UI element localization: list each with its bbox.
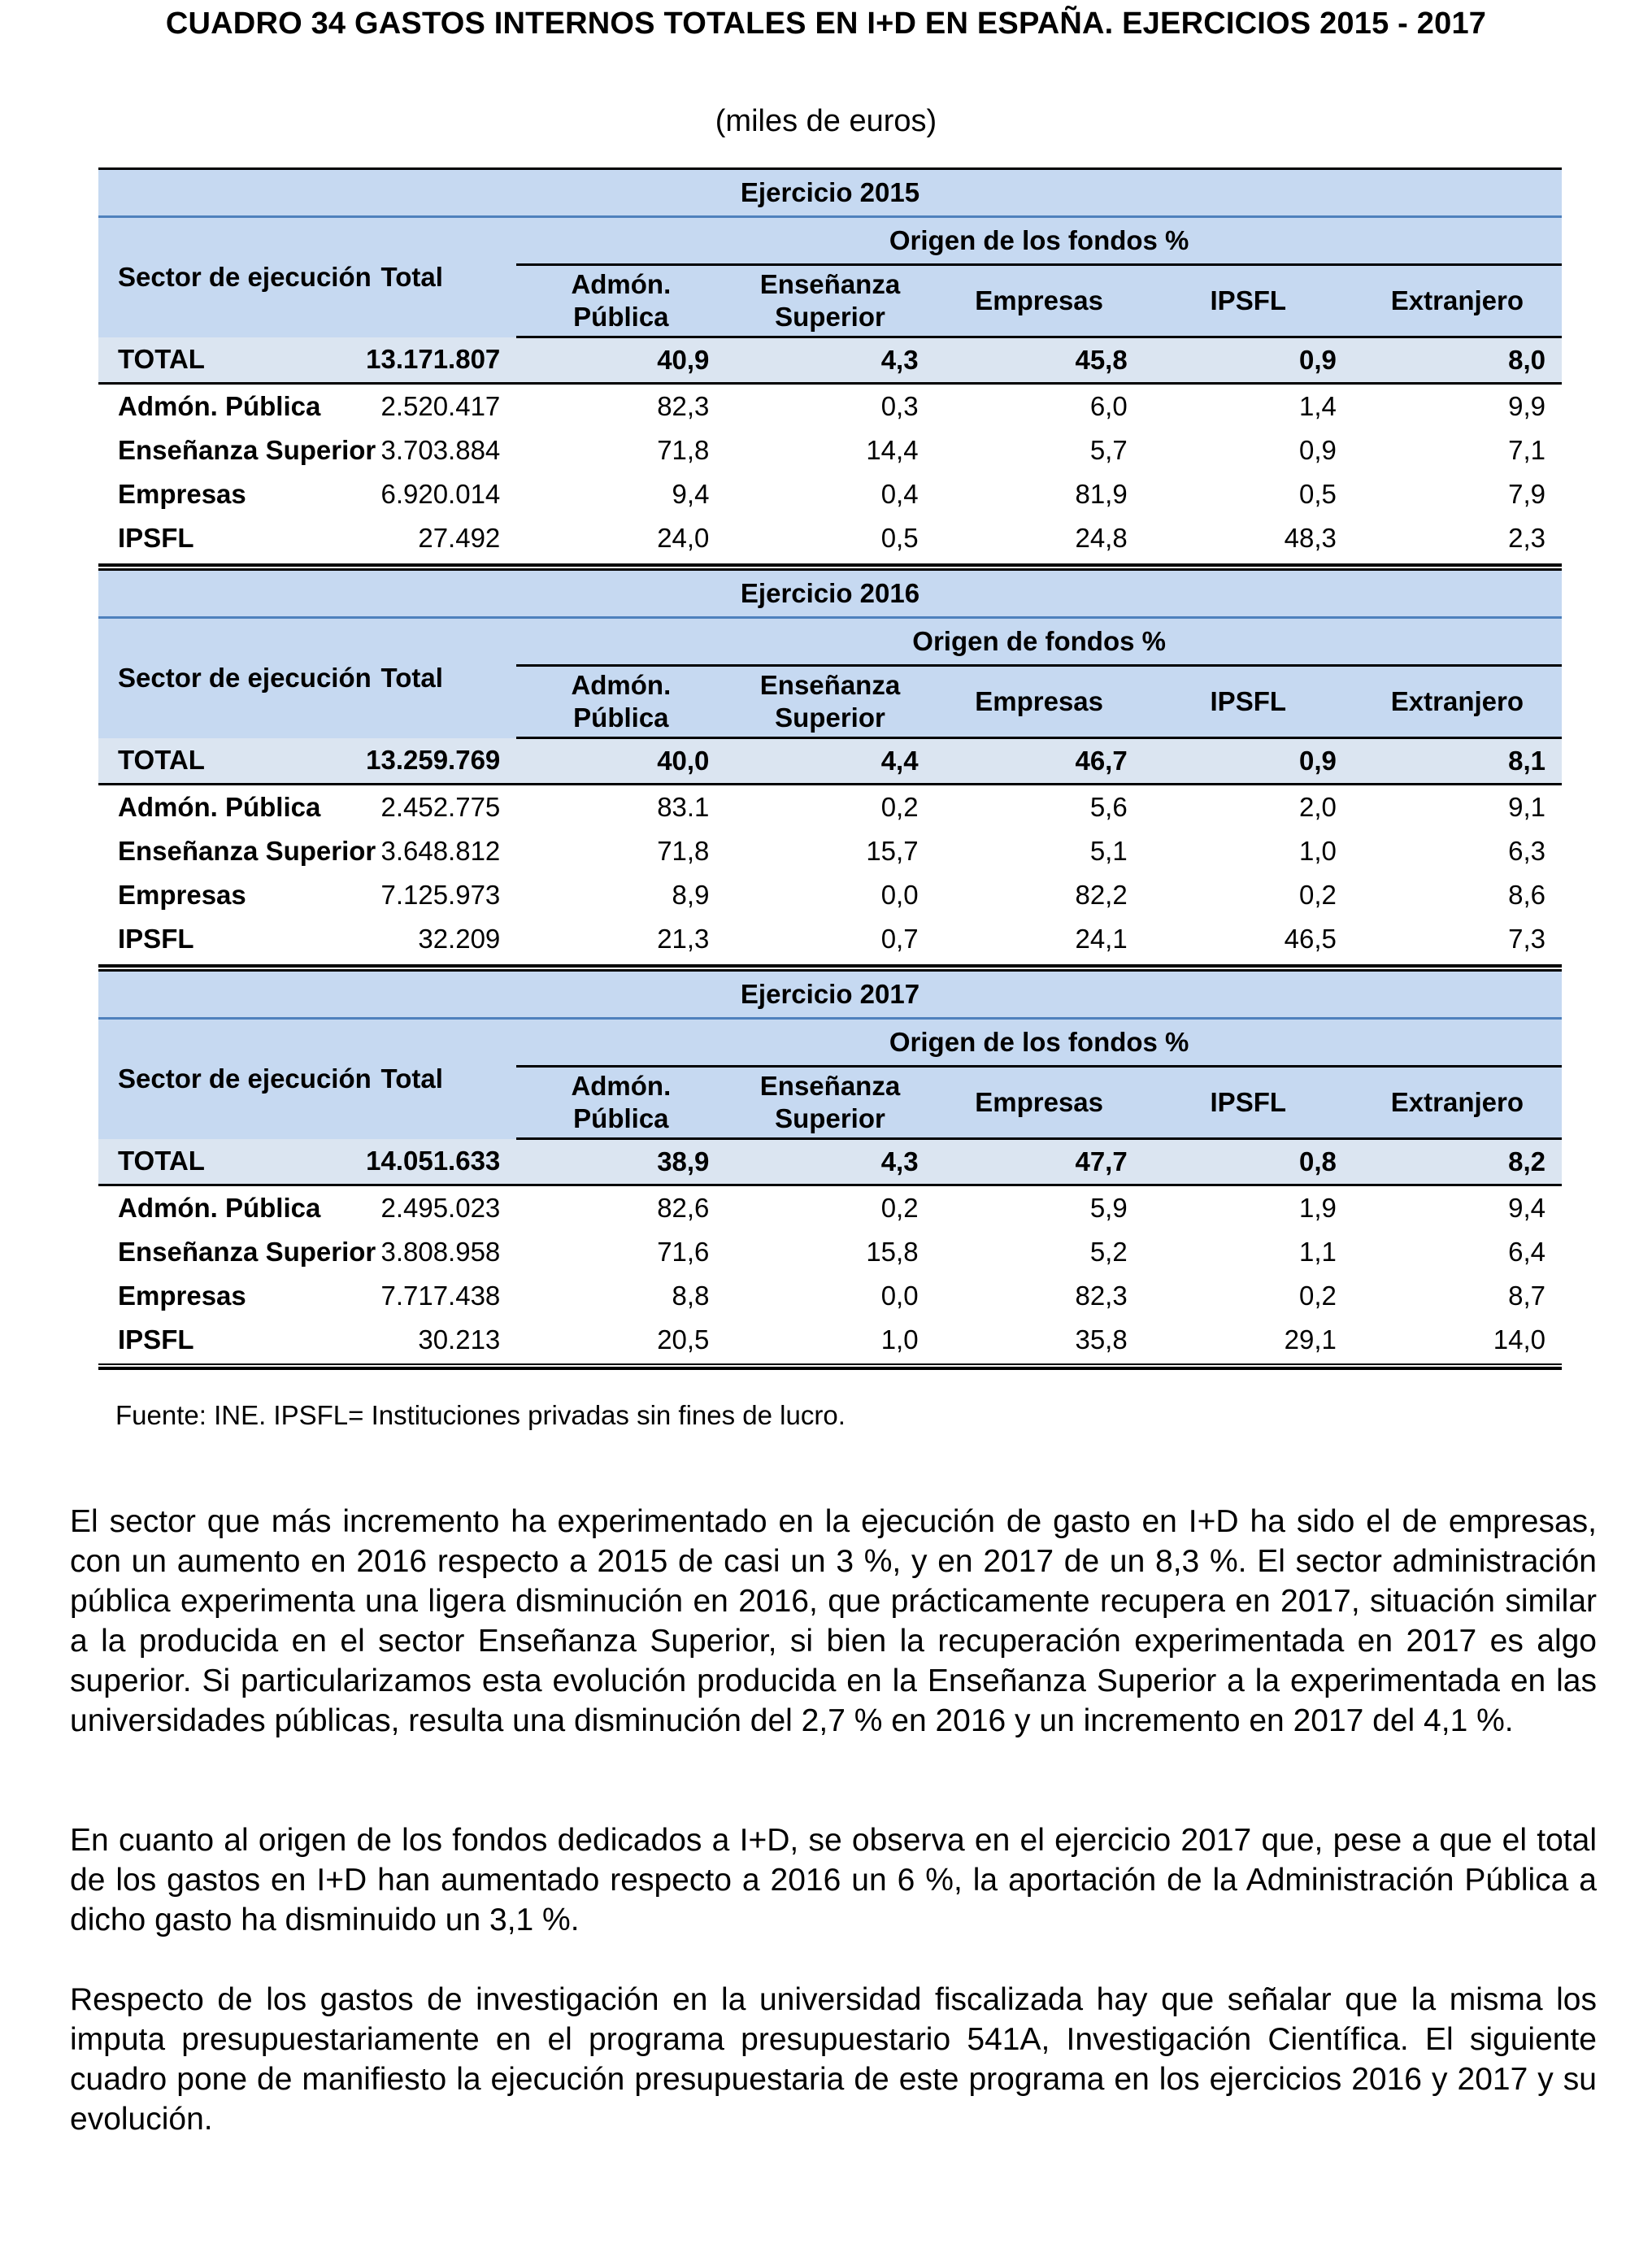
- empresas-cell: 6,0: [1089, 391, 1128, 421]
- paragraph-1: El sector que más incremento ha experimentado en la ejecución de gasto en I+D ha sido el de empresas, con un aumento en 2016 respecto a 2015 de casi un 3 %, y en 2017 de un 8,3 %. El sector administración pública experimenta una ligera disminución en 2016, que prácticamente recupera en 2017, situación similar a la producida en el sector Enseñanza Superior, si bien la recuperación experimentada en 2017 es algo superior. Si particularizamos esta evolución producida en la Enseñanza Superior a la experimentada en las universidades públicas, resulta una disminución del 2,7 % en 2016 y un incremento en 2017 del 4,1 %.: [70, 1504, 1597, 1738]
- empresas-cell: 35,8: [1075, 1324, 1128, 1355]
- ens-cell: 0,5: [880, 523, 919, 553]
- ipsfl-cell: 1,0: [1298, 836, 1337, 866]
- sector-cell: TOTAL: [98, 1139, 307, 1185]
- ens-cell: 4,3: [725, 337, 934, 384]
- empresas-cell: 5,1: [1089, 836, 1128, 866]
- ipsfl-cell: 0,8: [1144, 1139, 1353, 1185]
- ensenanza-column-header: Enseñanza Superior: [725, 666, 934, 738]
- sector-column-header: Sector de ejecución: [118, 262, 372, 293]
- total-row: [98, 738, 1562, 785]
- units-caption: (miles de euros): [715, 104, 937, 138]
- origin-funds-header: Origen de fondos %: [516, 618, 1562, 666]
- table-row: [98, 1230, 1562, 1274]
- total-cell: 7.717.438: [380, 1281, 501, 1311]
- ipsfl-cell: 29,1: [1284, 1324, 1337, 1355]
- paragraph-2: En cuanto al origen de los fondos dedicados a I+D, se observa en el ejercicio 2017 que, pese a que el total de los gastos en I+D han aumentado respecto a 2016 un 6 %, la aportación de la Administración Pública a dicho gasto ha disminuido un 3,1 %.: [70, 1823, 1597, 1937]
- sector-cell: Enseñanza Superior: [118, 1237, 376, 1267]
- extranjero-cell: 14,0: [1493, 1324, 1545, 1355]
- empresas-cell: 5,6: [1089, 792, 1128, 822]
- ipsfl-cell: 48,3: [1284, 523, 1337, 553]
- sector-cell: Enseñanza Superior: [118, 836, 376, 866]
- extranjero-cell: 7,1: [1508, 435, 1545, 465]
- admon-cell: 21,3: [657, 924, 710, 954]
- table-row: [98, 873, 1562, 917]
- total-column-header: Total: [380, 663, 443, 694]
- admon-cell: 8,9: [672, 880, 710, 910]
- extranjero-cell: 8,2: [1353, 1139, 1562, 1185]
- admon-cell: 40,9: [516, 337, 725, 384]
- empresas-column-header: Empresas: [935, 666, 1144, 738]
- sector-cell: Admón. Pública: [118, 391, 321, 421]
- table-row: [98, 1318, 1562, 1362]
- sector-cell: IPSFL: [118, 523, 194, 553]
- ens-cell: 0,2: [880, 1193, 919, 1223]
- admon-cell: 82,3: [657, 391, 710, 421]
- empresas-cell: 5,7: [1089, 435, 1128, 465]
- extranjero-cell: 9,1: [1508, 792, 1545, 822]
- ipsfl-cell: 1,9: [1298, 1193, 1337, 1223]
- table-row: [98, 472, 1562, 516]
- total-cell: 3.703.884: [380, 435, 501, 465]
- extranjero-cell: 2,3: [1508, 523, 1545, 553]
- admon-column-header: Admón. Pública: [516, 1067, 725, 1139]
- total-cell: 3.648.812: [380, 836, 501, 866]
- ens-cell: 1,0: [880, 1324, 919, 1355]
- page-title: CUADRO 34 GASTOS INTERNOS TOTALES EN I+D EN ESPAÑA. EJERCICIOS 2015 - 2017: [165, 7, 1487, 41]
- ens-cell: 0,0: [880, 880, 919, 910]
- table-block-2015: [98, 167, 1562, 560]
- total-cell: 2.520.417: [380, 391, 501, 421]
- year-header: Ejercicio 2017: [98, 972, 1562, 1019]
- sector-column-header: Sector de ejecución: [118, 663, 372, 694]
- empresas-cell: 5,2: [1089, 1237, 1128, 1267]
- ens-cell: 15,8: [866, 1237, 919, 1267]
- extranjero-cell: 7,9: [1508, 479, 1545, 509]
- admon-cell: 82,6: [657, 1193, 710, 1223]
- total-row: [98, 1139, 1562, 1185]
- ipsfl-column-header: IPSFL: [1144, 1067, 1353, 1139]
- admon-cell: 24,0: [657, 523, 710, 553]
- total-cell: 30.213: [418, 1324, 501, 1355]
- extranjero-cell: 9,9: [1508, 391, 1545, 421]
- ens-cell: 15,7: [866, 836, 919, 866]
- table-block-2016: [98, 563, 1562, 961]
- table-row: [98, 428, 1562, 472]
- empresas-cell: 81,9: [1075, 479, 1128, 509]
- table-row: [98, 516, 1562, 560]
- ipsfl-cell: 46,5: [1284, 924, 1337, 954]
- total-cell: 32.209: [418, 924, 501, 954]
- empresas-column-header: Empresas: [935, 265, 1144, 337]
- sector-cell: Empresas: [118, 1281, 246, 1311]
- sector-cell: Empresas: [118, 880, 246, 910]
- expenditure-table: [98, 972, 1562, 1362]
- empresas-cell: 47,7: [935, 1139, 1144, 1185]
- ens-cell: 0,4: [880, 479, 919, 509]
- total-cell: 27.492: [418, 523, 501, 553]
- extranjero-cell: 9,4: [1508, 1193, 1545, 1223]
- extranjero-cell: 8,7: [1508, 1281, 1545, 1311]
- total-column-header: Total: [380, 1063, 443, 1094]
- total-column-header: Total: [380, 262, 443, 293]
- extranjero-column-header: Extranjero: [1353, 1067, 1562, 1139]
- extranjero-column-header: Extranjero: [1353, 666, 1562, 738]
- sector-cell: Admón. Pública: [118, 1193, 321, 1223]
- ipsfl-column-header: IPSFL: [1144, 265, 1353, 337]
- table-bottom-rule: [98, 1363, 1562, 1370]
- extranjero-cell: 8,0: [1353, 337, 1562, 384]
- extranjero-cell: 6,4: [1508, 1237, 1545, 1267]
- total-cell: 6.920.014: [380, 479, 501, 509]
- ens-cell: 0,7: [880, 924, 919, 954]
- sector-cell: Enseñanza Superior: [118, 435, 376, 465]
- empresas-cell: 45,8: [935, 337, 1144, 384]
- admon-cell: 40,0: [516, 738, 725, 785]
- empresas-cell: 5,9: [1089, 1193, 1128, 1223]
- paragraph-3: Respecto de los gastos de investigación en la universidad fiscalizada hay que señalar que la misma los imputa presupuestariamente en el programa presupuestario 541A, Investigación Científica. El siguiente cuadro pone de manifiesto la ejecución presupuestaria de este programa en los ejercicios 2016 y 2017 y su evolución.: [70, 1982, 1597, 2137]
- table-row: [98, 829, 1562, 873]
- ipsfl-cell: 0,9: [1144, 738, 1353, 785]
- sector-cell: IPSFL: [118, 924, 194, 954]
- ens-cell: 4,4: [725, 738, 934, 785]
- origin-funds-header: Origen de los fondos %: [516, 1019, 1562, 1067]
- total-row: [98, 337, 1562, 384]
- admon-column-header: Admón. Pública: [516, 666, 725, 738]
- sector-cell: Admón. Pública: [118, 792, 321, 822]
- sector-cell: TOTAL: [98, 738, 307, 785]
- total-cell: 14.051.633: [307, 1139, 516, 1185]
- extranjero-cell: 6,3: [1508, 836, 1545, 866]
- admon-column-header: Admón. Pública: [516, 265, 725, 337]
- ens-cell: 14,4: [866, 435, 919, 465]
- ens-cell: 0,2: [880, 792, 919, 822]
- sector-cell: IPSFL: [118, 1324, 194, 1355]
- admon-cell: 38,9: [516, 1139, 725, 1185]
- total-cell: 13.171.807: [307, 337, 516, 384]
- total-cell: 3.808.958: [380, 1237, 501, 1267]
- admon-cell: 8,8: [672, 1281, 710, 1311]
- table-footnote: Fuente: INE. IPSFL= Instituciones privadas sin fines de lucro.: [115, 1400, 846, 1430]
- extranjero-cell: 8,1: [1353, 738, 1562, 785]
- empresas-cell: 24,1: [1075, 924, 1128, 954]
- sector-cell: TOTAL: [98, 337, 307, 384]
- total-cell: 2.452.775: [380, 792, 501, 822]
- ensenanza-column-header: Enseñanza Superior: [725, 1067, 934, 1139]
- total-cell: 13.259.769: [307, 738, 516, 785]
- admon-cell: 71,8: [657, 435, 710, 465]
- ipsfl-cell: 0,9: [1144, 337, 1353, 384]
- table-row: [98, 917, 1562, 961]
- empresas-column-header: Empresas: [935, 1067, 1144, 1139]
- origin-funds-header: Origen de los fondos %: [516, 217, 1562, 265]
- ipsfl-column-header: IPSFL: [1144, 666, 1353, 738]
- table-block-2017: [98, 964, 1562, 1362]
- admon-cell: 71,8: [657, 836, 710, 866]
- table-row: [98, 1274, 1562, 1318]
- year-header: Ejercicio 2015: [98, 169, 1562, 217]
- ipsfl-cell: 0,5: [1298, 479, 1337, 509]
- rd-expenditure-tables: [98, 167, 1562, 1370]
- extranjero-cell: 7,3: [1508, 924, 1545, 954]
- sector-cell: Empresas: [118, 479, 246, 509]
- expenditure-table: [98, 571, 1562, 961]
- empresas-cell: 82,3: [1075, 1281, 1128, 1311]
- total-cell: 7.125.973: [380, 880, 501, 910]
- ipsfl-cell: 0,2: [1298, 880, 1337, 910]
- empresas-cell: 24,8: [1075, 523, 1128, 553]
- year-header: Ejercicio 2016: [98, 571, 1562, 618]
- total-cell: 2.495.023: [380, 1193, 501, 1223]
- admon-cell: 83.1: [657, 792, 710, 822]
- ipsfl-cell: 0,2: [1298, 1281, 1337, 1311]
- ipsfl-cell: 1,1: [1298, 1237, 1337, 1267]
- ipsfl-cell: 0,9: [1298, 435, 1337, 465]
- ipsfl-cell: 2,0: [1298, 792, 1337, 822]
- table-row: [98, 384, 1562, 429]
- ens-cell: 0,0: [880, 1281, 919, 1311]
- extranjero-cell: 8,6: [1508, 880, 1545, 910]
- ens-cell: 4,3: [725, 1139, 934, 1185]
- admon-cell: 9,4: [672, 479, 710, 509]
- sector-column-header: Sector de ejecución: [118, 1063, 372, 1094]
- table-row: [98, 785, 1562, 830]
- ensenanza-column-header: Enseñanza Superior: [725, 265, 934, 337]
- table-row: [98, 1185, 1562, 1231]
- empresas-cell: 46,7: [935, 738, 1144, 785]
- admon-cell: 71,6: [657, 1237, 710, 1267]
- admon-cell: 20,5: [657, 1324, 710, 1355]
- ens-cell: 0,3: [880, 391, 919, 421]
- empresas-cell: 82,2: [1075, 880, 1128, 910]
- ipsfl-cell: 1,4: [1298, 391, 1337, 421]
- extranjero-column-header: Extranjero: [1353, 265, 1562, 337]
- expenditure-table: [98, 167, 1562, 560]
